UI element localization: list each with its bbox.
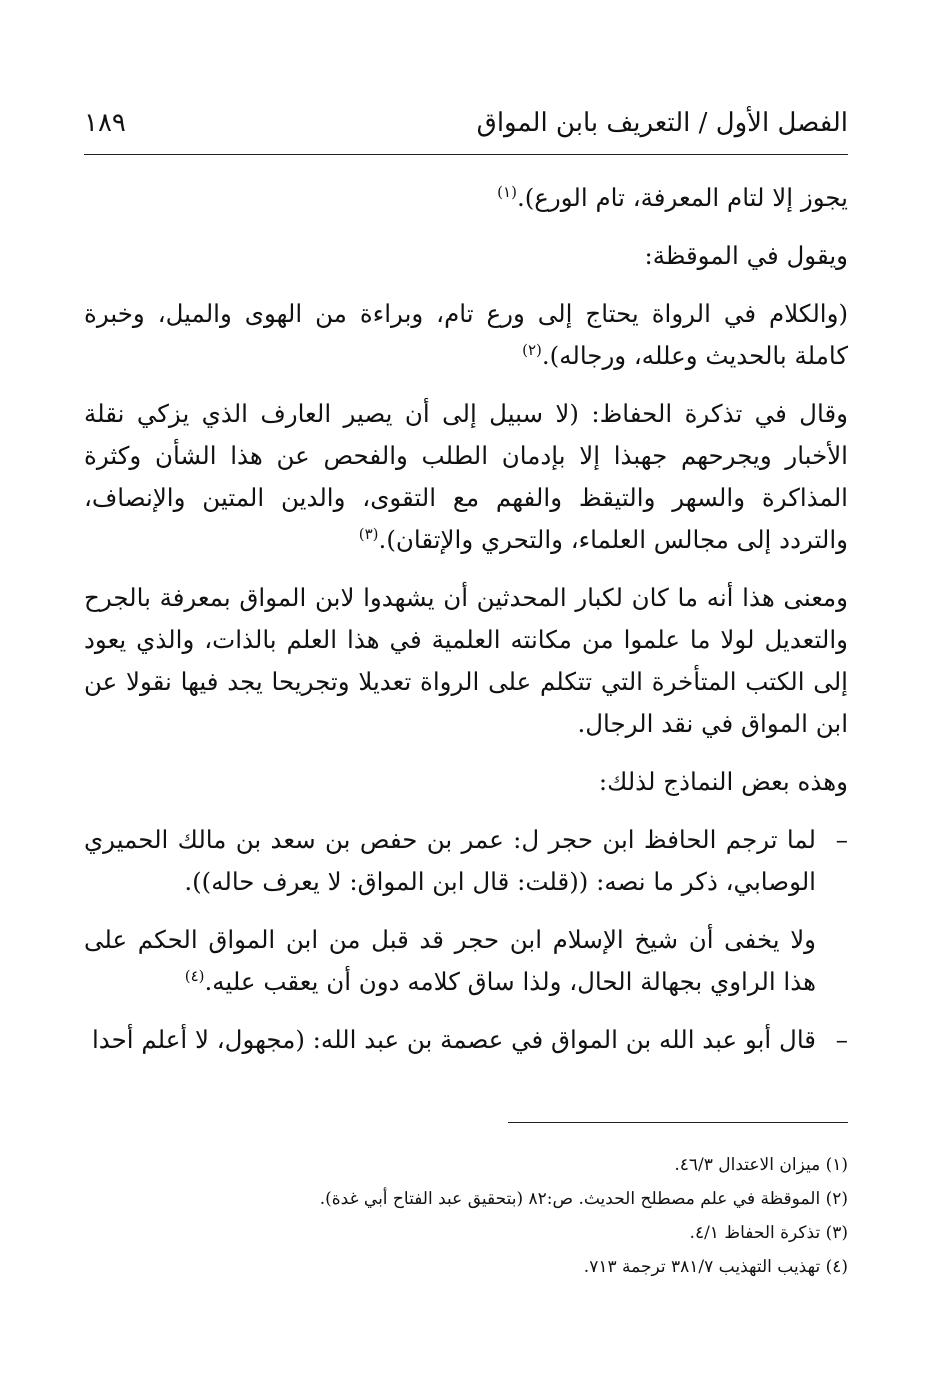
page-header — [84, 96, 848, 155]
dash-marker: – — [835, 825, 848, 854]
chapter-title: الفصل الأول / التعريف بابن المواق — [476, 108, 848, 138]
footnote-ref: (١) — [497, 182, 517, 201]
paragraph: يجوز إلا لتام المعرفة، تام الورع).$^{(١)}$ — [497, 182, 848, 212]
paragraph: ويقول في الموقظة: — [644, 241, 848, 270]
main-text — [84, 177, 848, 1061]
list-item: – لما ترجم الحافظ ابن حجر ل: عمر بن حفص بن سعد بن مالك الحميري الوصابي، ذكر ما نصه: ((قلت: قال ابن المواق: لا يعرف حاله)). — [84, 819, 848, 903]
book-page — [84, 96, 848, 1296]
footnote-ref: (٣) — [358, 524, 379, 543]
footnote: (٣) تذكرة الحفاظ ٤/١. — [689, 1223, 848, 1243]
footnote-ref: (٢) — [522, 340, 542, 359]
dash-marker: – — [835, 1025, 848, 1054]
paragraph: وقال في تذكرة الحفاظ: (لا سبيل إلى أن يصير العارف الذي يزكي نقلة الأخبار ويجرحهم جهبذا إلا بإدمان الطلب والفحص عن هذا الشأن وكثرة المذاكرة والسهر والتيقظ والفهم مع التقوى، والدين المتين والإنصاف، والتردد إلى مجالس العلماء، والتحري والإتقان).$^{(٣)}$ — [84, 399, 848, 554]
paragraph: ومعنى هذا أنه ما كان لكبار المحدثين أن يشهدوا لابن المواق بمعرفة بالجرح والتعديل لولا ما علموا من مكانته العلمية في هذا العلم بالذات، والذي يعود إلى الكتب المتأخرة التي تتكلم على الرواة تعديلا وتجريحا يجد فيها نقولا عن ابن المواق في نقد الرجال. — [84, 583, 848, 738]
footnote-ref: (٤) — [184, 966, 205, 985]
footnote: (٤) تهذيب التهذيب ٣٨١/٧ ترجمة ٧١٣. — [583, 1257, 848, 1277]
footnote-divider — [508, 1122, 848, 1123]
footnote: (٢) الموقظة في علم مصطلح الحديث. ص:٨٢ (بتحقيق عبد الفتاح أبي غدة). — [319, 1189, 848, 1209]
quote-paragraph: (والكلام في الرواة يحتاج إلى ورع تام، وبراءة من الهوى والميل، وخبرة كاملة بالحديث وعلله، ورجاله).$^{(٢)}$ — [84, 299, 848, 370]
footnotes — [84, 1148, 848, 1284]
paragraph: وهذه بعض النماذج لذلك: — [598, 767, 848, 796]
page-number: ١٨٩ — [84, 108, 126, 138]
list-item: – قال أبو عبد الله بن المواق في عصمة بن عبد الله: (مجهول، لا أعلم أحدا — [84, 1019, 848, 1061]
list-item-comment: ولا يخفى أن شيخ الإسلام ابن حجر قد قبل من ابن المواق الحكم على هذا الراوي بجهالة الحال، ولذا ساق كلامه دون أن يعقب عليه.$^{(٤)}$ — [84, 925, 816, 996]
footnote: (١) ميزان الاعتدال ٤٦/٣. — [674, 1155, 848, 1175]
